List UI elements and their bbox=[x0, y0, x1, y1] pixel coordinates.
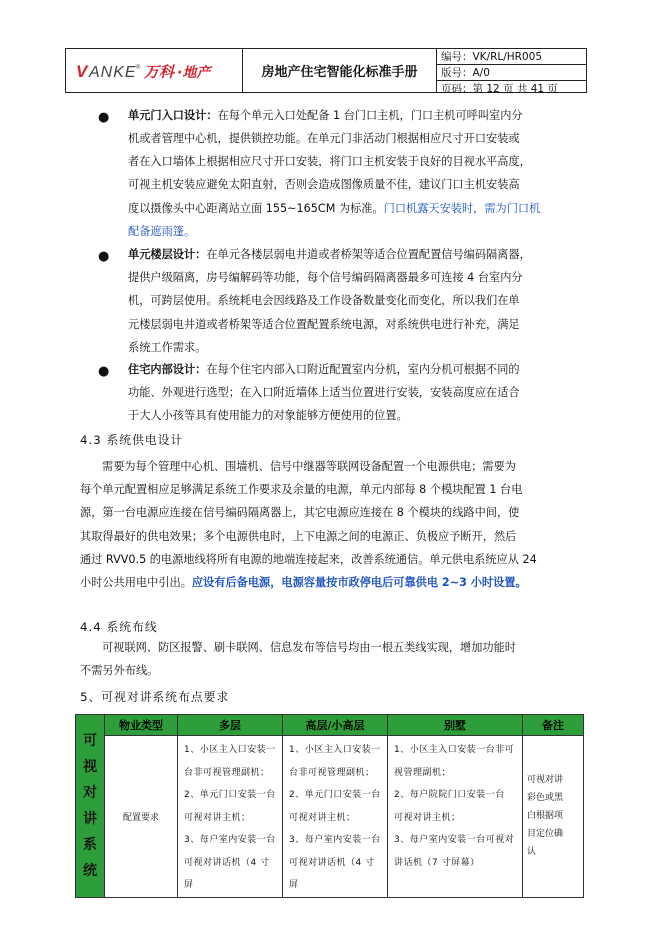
text-line: 可视主机安装应避免太阳直射，否则会造成图像质量不佳，建议门口主机安装高 bbox=[128, 178, 520, 192]
cell-line: 2、单元门口安装一台 bbox=[289, 790, 381, 800]
svg-text:ANKE: ANKE bbox=[89, 63, 137, 81]
row-type-cell: 配置要求 bbox=[105, 736, 178, 898]
cell-line: 台非可视管理副机； bbox=[289, 767, 375, 778]
text-line: 机或者管理中心机，提供锁控功能。在单元门非活动门根据相应尺寸开口安装或 bbox=[128, 132, 520, 145]
text-line: 源，第一台电源应连接在信号编码隔离器上，其它电源应连接在 8 个模块的线路中间，使 bbox=[80, 506, 520, 520]
cell-line: 2、单元门口安装一台 bbox=[184, 790, 276, 800]
doc-page-info: 页码：第 12 页 共 41 页 bbox=[441, 83, 558, 95]
side-char: 可 bbox=[83, 732, 97, 749]
svg-text:V: V bbox=[76, 61, 88, 81]
side-char: 统 bbox=[83, 862, 97, 879]
bullet-dot-icon: ● bbox=[98, 110, 110, 125]
bullet-dot-icon: ● bbox=[98, 364, 110, 379]
cell-line: 3、每户室内安装一台 bbox=[289, 835, 381, 845]
text-line bbox=[80, 571, 580, 594]
text-line: 其取得最好的供电效果；多个电源供电时，上下电源之间的电源正、负极应予断开，然后 bbox=[80, 529, 517, 543]
text-line: 在每个单元入口处配备 1 台门口主机，门口主机可呼叫室内分 bbox=[217, 109, 523, 122]
section-body-4-4 bbox=[80, 636, 580, 682]
text-line-part: 度以摄像头中心距离站立面 155~165CM 为标准。 bbox=[128, 201, 384, 215]
cell-line: 1、小区主入口安装一 bbox=[184, 745, 276, 755]
blue-note: 门口机露天安装时，需为门口机 bbox=[383, 201, 541, 215]
cell-line: 可视对讲 bbox=[527, 775, 564, 786]
text-line-part: 在每个住宅内部入口附近配置室内分机，室内分机可根据不同的 bbox=[206, 363, 520, 376]
text-line: 机，可跨层使用。系统耗电会因线路及工作设备数量变化而变化，所以我们在单 bbox=[128, 294, 520, 308]
doc-code: 编号：VK/RL/HR005 bbox=[437, 49, 586, 65]
text-line: 提供户级隔离，房号编解码等功能，每个信号编码隔离器最多可连接 4 台室内分 bbox=[128, 271, 523, 285]
text-block bbox=[128, 127, 568, 243]
text-line: 通过 RVV0.5 的电源地线将所有电源的地端连接起来，改善系统通信。单元供电系统应从 24 bbox=[80, 552, 537, 566]
col-header: 别墅 bbox=[388, 715, 523, 736]
cell-line: 可视对讲话机（4 寸屏 bbox=[289, 857, 375, 890]
cell-line: 可视对讲主机； bbox=[394, 812, 461, 823]
cell-line: 台非可视管理副机； bbox=[184, 767, 270, 778]
text-line-part: 小时公共用电中引出。 bbox=[80, 576, 192, 590]
text-line: 元楼层弱电井道或者桥架等适合位置配置系统电源，对系统供电进行补充，满足 bbox=[128, 317, 520, 331]
section-title-5: 5、可视对讲系统布点要求 bbox=[80, 690, 230, 704]
section-title-4-4: 4.4 系统布线 bbox=[80, 620, 158, 634]
bullet-label: 单元楼层设计： bbox=[128, 248, 207, 261]
remark-cell bbox=[523, 736, 584, 898]
text-line: 者在入口墙体上根据相应尺寸开口安装，将门口主机安装于良好的目视水平高度， bbox=[128, 155, 531, 169]
text-line: 需要为每个管理中心机、围墙机、信号中继器等联网设备配置一个电源供电；需要为 bbox=[102, 460, 516, 473]
side-char: 系 bbox=[83, 836, 97, 853]
svg-text:万科: 万科 bbox=[144, 62, 175, 81]
bullet-entrance bbox=[128, 104, 558, 127]
table-header-row bbox=[76, 715, 584, 736]
cell-line: 1、小区主入口安装一台非可 bbox=[394, 745, 515, 755]
text-line: 每个单元配置相应足够满足系统工作要求及余量的电源，单元内部每 8 个模块配置 1 台电 bbox=[80, 483, 523, 497]
high-rise-cell bbox=[283, 736, 388, 898]
cell-line: 认 bbox=[527, 847, 537, 858]
cell-line: 视管理副机； bbox=[394, 767, 452, 778]
blue-note-cont: 配备遮雨篷。 bbox=[128, 224, 196, 238]
col-header: 备注 bbox=[523, 715, 584, 736]
cell-line: 可视对讲主机； bbox=[184, 812, 251, 823]
section-body-4-3 bbox=[80, 455, 580, 594]
manual-title: 房地产住宅智能化标准手册 bbox=[243, 49, 437, 92]
text-line bbox=[128, 358, 568, 381]
text-line bbox=[128, 197, 568, 220]
col-header: 高层/小高层 bbox=[283, 715, 388, 736]
intercom-table bbox=[75, 714, 584, 898]
text-line: 可视联网、防区报警、刷卡联网、信息发布等信号均由一根五类线实现，增加功能时 bbox=[102, 641, 516, 654]
svg-text:·地产: ·地产 bbox=[177, 64, 211, 81]
table-row bbox=[76, 736, 584, 898]
bullet-label: 住宅内部设计： bbox=[128, 363, 207, 376]
cell-line: 彩色或黑 bbox=[527, 793, 564, 804]
cell-line: 可视对讲话机（4 寸屏 bbox=[184, 857, 270, 890]
side-char: 视 bbox=[83, 758, 97, 775]
villa-cell bbox=[388, 736, 523, 898]
text-line: 于大人小孩等具有使用能力的对象能够方便使用的位置。 bbox=[128, 409, 408, 423]
cell-line: 2、每户院院门口安装一台 bbox=[394, 790, 505, 800]
vanke-logo-icon bbox=[74, 58, 234, 84]
logo-cell bbox=[66, 49, 243, 92]
text-line: 不需另外布线。 bbox=[80, 664, 159, 678]
blue-note: 应设有后备电源，电源容量按市政停电后可靠供电 2~3 小时设置。 bbox=[191, 576, 527, 590]
text-line: 系统工作需求。 bbox=[128, 340, 207, 354]
col-header: 多层 bbox=[178, 715, 283, 736]
doc-version: 版号：A/0 bbox=[437, 65, 586, 81]
multi-storey-cell bbox=[178, 736, 283, 898]
bullet-floor bbox=[128, 243, 568, 359]
cell-line: 3、每户室内安装一台 bbox=[184, 835, 276, 845]
cell-line: 白根据项 bbox=[527, 811, 564, 822]
side-char: 讲 bbox=[83, 810, 97, 827]
cell-line: 可视对讲主机； bbox=[289, 812, 356, 823]
bullet-indoor bbox=[128, 358, 568, 428]
cell-line: 讲话机（7 寸屏幕） bbox=[394, 857, 480, 868]
col-header: 物业类型 bbox=[105, 715, 178, 736]
bullet-label: 单元门入口设计： bbox=[128, 109, 218, 122]
bullet-dot-icon: ● bbox=[98, 249, 110, 264]
table-side-label bbox=[76, 715, 105, 898]
text-line-part: 在单元各楼层弱电井道或者桥架等适合位置配置信号编码隔离器， bbox=[206, 248, 531, 261]
section-title-4-3: 4.3 系统供电设计 bbox=[80, 433, 184, 447]
text-line bbox=[128, 243, 568, 266]
doc-meta bbox=[437, 49, 586, 95]
cell-line: 1、小区主入口安装一 bbox=[289, 745, 381, 755]
svg-text:®: ® bbox=[136, 64, 141, 71]
text-line: 功能、外观进行选型；在入口附近墙体上适当位置进行安装，安装高度应在适合 bbox=[128, 386, 520, 400]
cell-line: 3、每户室内安装一台可视对 bbox=[394, 835, 515, 845]
document-header bbox=[65, 48, 587, 93]
side-char: 对 bbox=[83, 784, 97, 801]
cell-line: 目定位确 bbox=[527, 829, 564, 840]
